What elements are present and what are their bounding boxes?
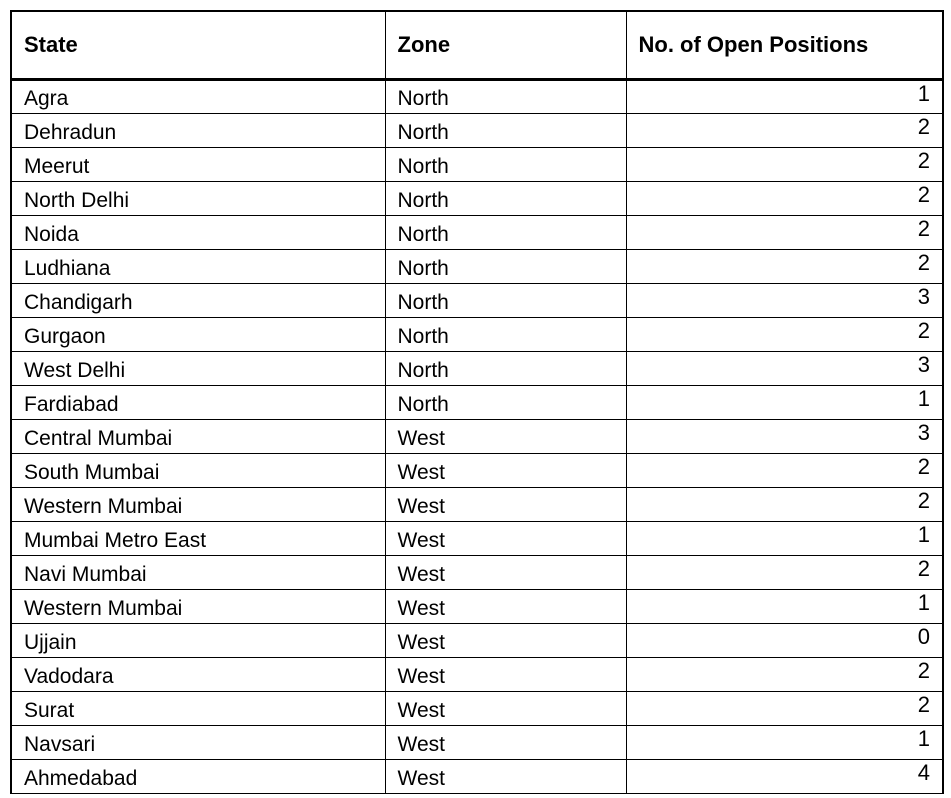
cell-state: Gurgaon: [11, 317, 385, 351]
table-row: [11, 113, 943, 147]
cell-zone: West: [385, 657, 626, 691]
cell-zone: West: [385, 419, 626, 453]
cell-open-positions: 1: [626, 725, 943, 759]
cell-zone: West: [385, 691, 626, 725]
table-row: [11, 657, 943, 691]
cell-open-positions: 3: [626, 283, 943, 317]
cell-open-positions: 0: [626, 623, 943, 657]
cell-zone: West: [385, 725, 626, 759]
table-header-row: [11, 11, 943, 79]
cell-state: Ludhiana: [11, 249, 385, 283]
cell-zone: North: [385, 215, 626, 249]
cell-open-positions: 3: [626, 419, 943, 453]
cell-zone: West: [385, 487, 626, 521]
cell-state: Chandigarh: [11, 283, 385, 317]
table-row: [11, 147, 943, 181]
cell-zone: North: [385, 181, 626, 215]
cell-zone: North: [385, 249, 626, 283]
cell-state: West Delhi: [11, 351, 385, 385]
cell-zone: West: [385, 521, 626, 555]
cell-open-positions: 2: [626, 453, 943, 487]
cell-zone: West: [385, 555, 626, 589]
cell-zone: North: [385, 317, 626, 351]
cell-open-positions: 2: [626, 691, 943, 725]
open-positions-table: [10, 10, 944, 794]
cell-state: Mumbai Metro East: [11, 521, 385, 555]
cell-open-positions: 1: [626, 589, 943, 623]
cell-zone: North: [385, 351, 626, 385]
table-row: [11, 249, 943, 283]
table-row: [11, 555, 943, 589]
cell-open-positions: 2: [626, 249, 943, 283]
cell-open-positions: 2: [626, 317, 943, 351]
cell-state: Fardiabad: [11, 385, 385, 419]
cell-state: Agra: [11, 79, 385, 113]
cell-open-positions: 2: [626, 487, 943, 521]
cell-open-positions: 2: [626, 147, 943, 181]
cell-zone: West: [385, 759, 626, 793]
table-row: [11, 419, 943, 453]
table-row: [11, 283, 943, 317]
cell-open-positions: 2: [626, 113, 943, 147]
cell-state: Vadodara: [11, 657, 385, 691]
cell-state: Surat: [11, 691, 385, 725]
table-row: [11, 691, 943, 725]
cell-state: Western Mumbai: [11, 487, 385, 521]
cell-open-positions: 4: [626, 759, 943, 793]
table-row: [11, 589, 943, 623]
cell-open-positions: 2: [626, 215, 943, 249]
cell-zone: West: [385, 623, 626, 657]
cell-zone: North: [385, 283, 626, 317]
cell-open-positions: 3: [626, 351, 943, 385]
table-row: [11, 487, 943, 521]
table-row: [11, 215, 943, 249]
cell-open-positions: 2: [626, 657, 943, 691]
cell-state: Navi Mumbai: [11, 555, 385, 589]
cell-zone: West: [385, 589, 626, 623]
cell-zone: West: [385, 453, 626, 487]
column-header-state: State: [11, 11, 385, 79]
table-row: [11, 317, 943, 351]
cell-state: Ujjain: [11, 623, 385, 657]
table-row: [11, 759, 943, 793]
cell-state: Meerut: [11, 147, 385, 181]
table-row: [11, 623, 943, 657]
cell-zone: North: [385, 79, 626, 113]
cell-state: Noida: [11, 215, 385, 249]
table-row: [11, 79, 943, 113]
cell-state: Western Mumbai: [11, 589, 385, 623]
table-row: [11, 725, 943, 759]
cell-zone: North: [385, 113, 626, 147]
cell-open-positions: 1: [626, 521, 943, 555]
cell-state: South Mumbai: [11, 453, 385, 487]
table-row: [11, 385, 943, 419]
column-header-zone: Zone: [385, 11, 626, 79]
cell-zone: North: [385, 147, 626, 181]
cell-zone: North: [385, 385, 626, 419]
table-row: [11, 351, 943, 385]
cell-state: Central Mumbai: [11, 419, 385, 453]
cell-state: Navsari: [11, 725, 385, 759]
table-row: [11, 521, 943, 555]
table-row: [11, 453, 943, 487]
cell-open-positions: 2: [626, 181, 943, 215]
table-row: [11, 181, 943, 215]
cell-state: North Delhi: [11, 181, 385, 215]
cell-open-positions: 1: [626, 385, 943, 419]
open-positions-table-container: [10, 10, 942, 794]
table-body: [11, 79, 943, 793]
column-header-open-positions: No. of Open Positions: [626, 11, 943, 79]
cell-state: Dehradun: [11, 113, 385, 147]
cell-state: Ahmedabad: [11, 759, 385, 793]
cell-open-positions: 1: [626, 79, 943, 113]
cell-open-positions: 2: [626, 555, 943, 589]
